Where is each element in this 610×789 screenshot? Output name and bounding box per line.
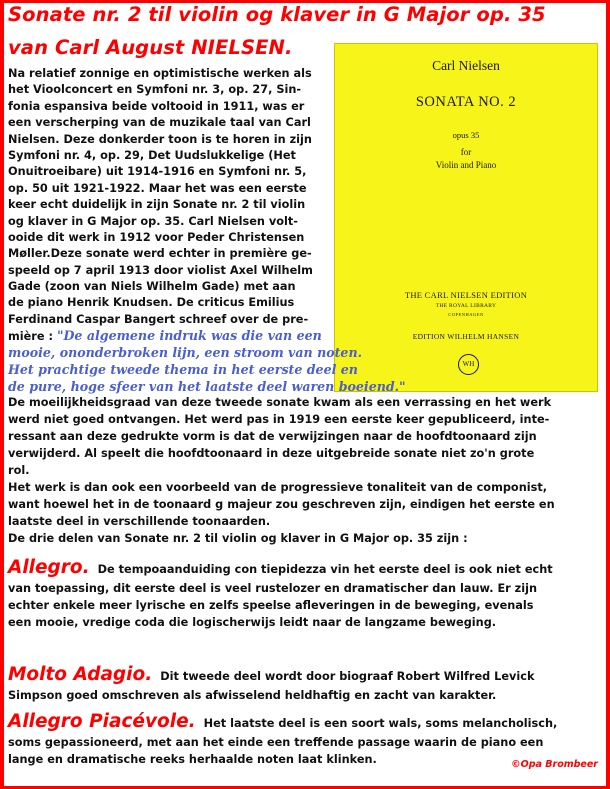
body-line: rol.	[8, 464, 30, 477]
movement-first-line	[8, 556, 604, 580]
page-title-line-1: Sonate nr. 2 til violin og klaver in G Major op. 35	[8, 3, 546, 26]
intro-line: speeld op 7 april 1913 door violist Axel Wilhelm	[8, 263, 313, 277]
cover-composer: Carl Nielsen	[432, 58, 500, 73]
intro-line: de piano Henrik Knudsen. De criticus Emilius	[8, 296, 295, 310]
body-line: Het werk is dan ook een voorbeeld van de progressieve tonaliteit van de componist,	[8, 481, 548, 494]
cover-publisher: EDITION WILHELM HANSEN	[412, 332, 520, 341]
movement-heading: Allegro Piacévole.	[8, 711, 196, 732]
cover-for: for	[460, 147, 472, 157]
quote-prefix: mière :	[8, 330, 57, 344]
cover-title: SONATA NO. 2	[415, 94, 517, 110]
cover-opus: opus 35	[452, 130, 480, 140]
movement-line: lange en dramatische reeks herhaalde noten laat klinken.	[8, 753, 377, 766]
intro-line: het Vioolconcert en Symfoni nr. 3, op. 27, Sin-	[8, 83, 302, 97]
movement-text: De tempoaanduiding con tiepidezza vin het eerste deel is ook niet echt	[97, 563, 553, 576]
intro-line: Møller.Deze sonate werd echter in première ge-	[8, 247, 312, 261]
movement-heading: Allegro.	[8, 557, 90, 578]
intro-line: Symfoni nr. 4, op. 29, Det Uudslukkelige (Het	[8, 148, 296, 162]
intro-line: fonia espansiva beide voltooid in 1911, was er	[8, 99, 305, 113]
movement-allegro	[8, 556, 604, 631]
page-title-line-2: van Carl August NIELSEN.	[8, 36, 293, 59]
intro-paragraph	[8, 66, 406, 396]
quote-line: Het prachtige tweede thema in het eerste deel en	[8, 362, 358, 378]
body-line: verwijderd. Al speelt die hoofdtoonaard in deze uitgebreide sonate niet zo'n grote	[8, 447, 535, 460]
intro-line: Onuitroeibare) uit 1914-1916 en Symfoni nr. 5,	[8, 165, 307, 179]
body-line: laatste deel in verschillende toonaarden.	[8, 515, 271, 528]
movement-line: soms gepassioneerd, met aan het einde een treffende passage waarin de piano een	[8, 736, 544, 749]
cover-library: THE ROYAL LIBRARY	[435, 303, 497, 309]
movement-heading: Molto Adagio.	[8, 664, 153, 685]
quote-line: de pure, hoge sfeer van het laatste deel waren boeiend."	[8, 379, 406, 395]
intro-line: ooide dit werk in 1912 voor Peder Christensen	[8, 230, 305, 244]
movement-first-line	[8, 663, 604, 687]
intro-line: Ferdinand Caspar Bangert schreef over de pre-	[8, 312, 309, 326]
body-line: werd niet goed ontvangen. Het werd pas in 1919 een eerste keer gepubliceerd, inte-	[8, 413, 550, 426]
intro-line: keer echt duidelijk in zijn Sonate nr. 2 til violin	[8, 198, 306, 212]
cover-edition: THE CARL NIELSEN EDITION	[404, 290, 528, 300]
movement-text: Het laatste deel is een soort wals, soms melancholisch,	[203, 717, 558, 730]
intro-line: og klaver in G Major op. 35. Carl Nielsen volt-	[8, 214, 298, 228]
body-line: want hoewel het in de toonaard g majeur zou geschreven zijn, eindigen het eerste en	[8, 498, 555, 511]
body-paragraph	[8, 394, 604, 547]
quote-line: "De algemene indruk was die van een	[56, 328, 322, 344]
movement-line: van toepassing, dit eerste deel is veel rustelozer en dramatischer dan lauw. Er zijn	[8, 582, 538, 595]
body-line: De drie delen van Sonate nr. 2 til violin og klaver in G Major op. 35 zijn :	[8, 532, 468, 545]
intro-line: op. 50 uit 1921-1922. Maar het was een eerste	[8, 181, 307, 195]
movement-line: een mooie, vredige coda die logischerwijs leidt naar de langzame beweging.	[8, 616, 497, 629]
body-line: De moeilijkheidsgraad van deze tweede sonate kwam als een verrassing en het werk	[8, 396, 552, 409]
movement-text: Dit tweede deel wordt door biograaf Robert Wilfred Levick	[160, 670, 535, 683]
author-credit: ©Opa Brombeer	[511, 759, 598, 770]
intro-line: Na relatief zonnige en optimistische werken als	[8, 67, 312, 80]
movement-first-line	[8, 710, 604, 734]
cover-city: COPENHAGEN	[448, 312, 484, 317]
quote-intro-line	[8, 328, 406, 345]
cover-instruments: Violin and Piano	[435, 160, 497, 170]
body-line: ressant aan deze gedrukte vorm is dat de verwijzingen naar de hoofdtoonaard zijn	[8, 430, 537, 443]
movement-molto-adagio	[8, 663, 604, 704]
intro-line: Nielsen. Deze donkerder toon is te horen in zijn	[8, 132, 312, 146]
publisher-logo-icon: WH	[458, 354, 479, 375]
quote-line: mooie, ononderbroken lijn, een stroom van noten.	[8, 345, 362, 361]
intro-line: een verscherping van de muzikale taal van Carl	[8, 116, 311, 130]
movement-line: echter enkele meer lyrische en zelfs speelse afleveringen in de beweging, evenals	[8, 599, 534, 612]
intro-line: Gade (zoon van Niels Wilhelm Gade) met aan	[8, 280, 296, 294]
movement-line: Simpson goed omschreven als afwisselend heldhaftig en zacht van karakter.	[8, 689, 497, 702]
